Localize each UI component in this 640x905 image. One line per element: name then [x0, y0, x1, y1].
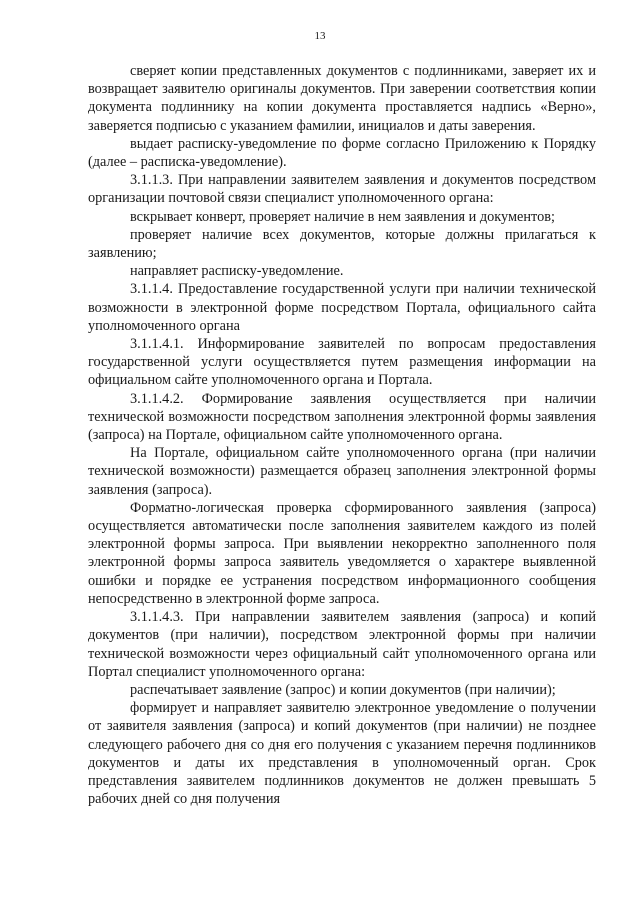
- paragraph: Форматно-логическая проверка сформированного заявления (запроса) осуществляется автоматически после заполнения заявителем каждого из полей электронной формы запроса. При выявлении некорректно заполненного поля электронной формы запроса заявитель уведомляется о характере выявленной ошибки и порядке ее устранения посредством информационного сообщения непосредственно в электронной форме запроса.: [88, 499, 596, 607]
- paragraph: 3.1.1.4.1. Информирование заявителей по вопросам предоставления государственной услуги осуществляется путем размещения информации на официальном сайте уполномоченного органа и Портала.: [88, 336, 596, 389]
- paragraph: направляет расписку-уведомление.: [130, 263, 344, 280]
- page-number: 13: [314, 30, 326, 42]
- paragraph: формирует и направляет заявителю электронное уведомление о получении от заявителя заявления (запроса) и копий документов (при наличии) не позднее следующего рабочего дня со дня его получения с указанием перечня подлинников документов и даты их представления в уполномоченный орган. Срок представления заявителем подлинников документов не должен превышать 5 рабочих дней со дня получения: [88, 700, 596, 808]
- paragraph: выдает расписку-уведомление по форме согласно Приложению к Порядку (далее – расписка-уведомление).: [88, 135, 596, 171]
- paragraph: сверяет копии представленных документов с подлинниками, заверяет их и возвращает заявителю оригиналы документов. При заверении соответствия копии документа подлиннику на копии документа проставляется надпись «Верно», заверяется подписью с указанием фамилии, инициалов и даты заверения.: [88, 63, 596, 134]
- body-text: [88, 62, 596, 808]
- paragraph: проверяет наличие всех документов, которые должны прилагаться к заявлению;: [88, 226, 596, 262]
- paragraph: 3.1.1.4.2. Формирование заявления осуществляется при наличии технической возможности посредством заполнения электронной формы заявления (запроса) на Портале, официальном сайте уполномоченного органа.: [88, 390, 596, 444]
- paragraph: вскрывает конверт, проверяет наличие в нем заявления и документов;: [130, 208, 555, 225]
- paragraph: 3.1.1.4. Предоставление государственной услуги при наличии технической возможности в электронной форме посредством Портала, официального сайта уполномоченного органа: [88, 281, 596, 334]
- paragraph: 3.1.1.4.3. При направлении заявителем заявления (запроса) и копий документов (при наличии), посредством электронной формы при наличии технической возможности через официальный сайт уполномоченного органа или Портал специалист уполномоченного органа:: [88, 609, 596, 680]
- paragraph: На Портале, официальном сайте уполномоченного органа (при наличии технической возможности) размещается образец заполнения электронной формы заявления (запроса).: [88, 445, 596, 498]
- paragraph: 3.1.1.3. При направлении заявителем заявления и документов посредством организации почтовой связи специалист уполномоченного органа:: [88, 172, 596, 207]
- paragraph: распечатывает заявление (запрос) и копии документов (при наличии);: [130, 681, 556, 698]
